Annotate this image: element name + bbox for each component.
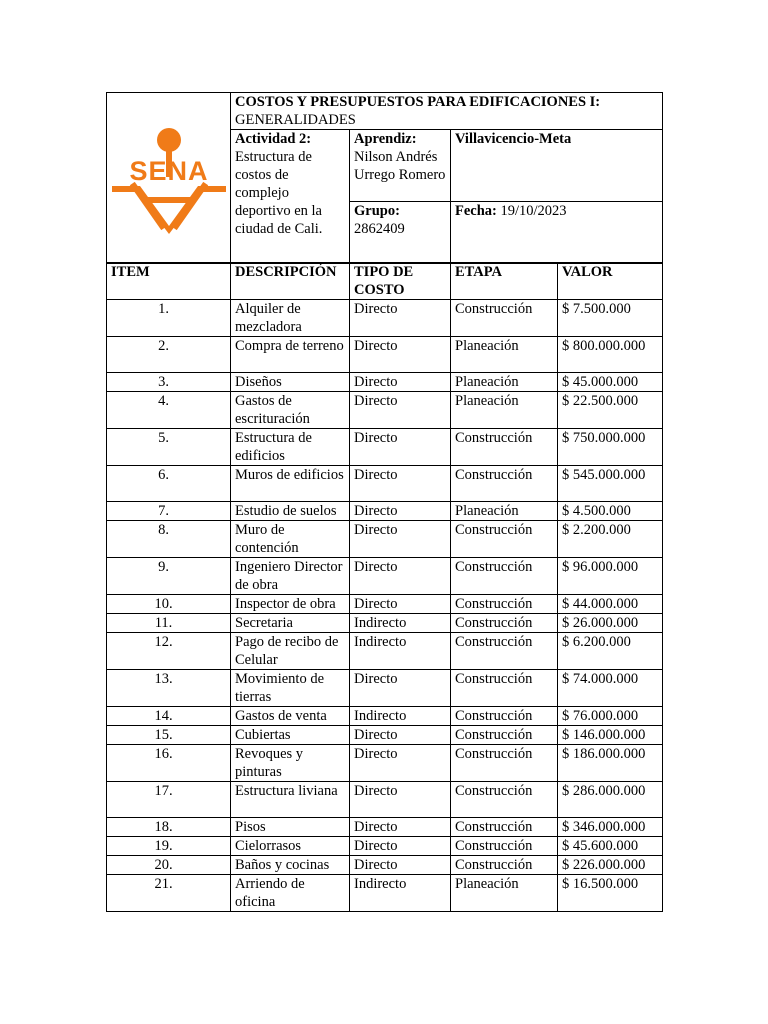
table-row	[107, 707, 663, 726]
table-row	[107, 373, 663, 392]
cell-etapa: Construcción	[451, 614, 558, 633]
cell-item: 20.	[107, 856, 231, 875]
table-row	[107, 558, 663, 595]
cell-valor: $ 26.000.000	[558, 614, 663, 633]
cell-valor: $ 76.000.000	[558, 707, 663, 726]
cell-item: 1.	[107, 300, 231, 337]
table-row	[107, 429, 663, 466]
cell-item: 8.	[107, 521, 231, 558]
cell-tipo: Directo	[350, 429, 451, 466]
cell-valor: $ 6.200.000	[558, 633, 663, 670]
location-cell	[451, 130, 663, 202]
table-row	[107, 745, 663, 782]
cell-etapa: Construcción	[451, 466, 558, 502]
cell-descripcion: Muros de edificios	[231, 466, 350, 502]
cell-descripcion: Muro de contención	[231, 521, 350, 558]
table-header-row	[107, 263, 663, 300]
cost-table	[106, 262, 663, 912]
table-row	[107, 502, 663, 521]
cell-tipo: Directo	[350, 521, 451, 558]
cell-etapa: Planeación	[451, 337, 558, 373]
cell-item: 6.	[107, 466, 231, 502]
cell-etapa: Construcción	[451, 745, 558, 782]
cell-descripcion: Revoques y pinturas	[231, 745, 350, 782]
cell-tipo: Indirecto	[350, 614, 451, 633]
cell-valor: $ 74.000.000	[558, 670, 663, 707]
cell-item: 2.	[107, 337, 231, 373]
apprentice-name: Nilson Andrés Urrego Romero	[354, 149, 446, 183]
col-header-item: ITEM	[107, 263, 231, 300]
cell-descripcion: Cielorrasos	[231, 837, 350, 856]
cell-item: 5.	[107, 429, 231, 466]
cell-descripcion: Secretaria	[231, 614, 350, 633]
cell-tipo: Directo	[350, 337, 451, 373]
table-row	[107, 633, 663, 670]
cell-item: 18.	[107, 818, 231, 837]
cell-descripcion: Estructura liviana	[231, 782, 350, 818]
table-row	[107, 837, 663, 856]
cell-tipo: Indirecto	[350, 633, 451, 670]
activity-label: Actividad 2:	[235, 131, 312, 147]
cell-descripcion: Cubiertas	[231, 726, 350, 745]
cell-valor: $ 45.000.000	[558, 373, 663, 392]
cell-etapa: Planeación	[451, 875, 558, 912]
cell-tipo: Directo	[350, 837, 451, 856]
cell-descripcion: Pisos	[231, 818, 350, 837]
course-subtitle: GENERALIDADES	[235, 112, 356, 128]
cell-tipo: Directo	[350, 745, 451, 782]
cell-descripcion: Diseños	[231, 373, 350, 392]
table-row	[107, 337, 663, 373]
col-header-descripcion: DESCRIPCIÓN	[231, 263, 350, 300]
col-header-valor: VALOR	[558, 263, 663, 300]
cell-etapa: Planeación	[451, 392, 558, 429]
table-row	[107, 595, 663, 614]
cell-item: 4.	[107, 392, 231, 429]
cell-item: 11.	[107, 614, 231, 633]
cell-descripcion: Movimiento de tierras	[231, 670, 350, 707]
cell-etapa: Construcción	[451, 856, 558, 875]
table-row	[107, 466, 663, 502]
cell-tipo: Directo	[350, 558, 451, 595]
cell-descripcion: Gastos de escrituración	[231, 392, 350, 429]
cell-descripcion: Gastos de venta	[231, 707, 350, 726]
table-row	[107, 856, 663, 875]
cell-item: 7.	[107, 502, 231, 521]
table-row	[107, 300, 663, 337]
cell-valor: $ 7.500.000	[558, 300, 663, 337]
cell-etapa: Construcción	[451, 707, 558, 726]
cell-tipo: Indirecto	[350, 707, 451, 726]
sena-logo-cell	[107, 93, 231, 264]
cell-valor: $ 186.000.000	[558, 745, 663, 782]
cell-tipo: Directo	[350, 818, 451, 837]
cell-tipo: Directo	[350, 373, 451, 392]
col-header-tipo: TIPO DE COSTO	[350, 263, 451, 300]
cell-valor: $ 146.000.000	[558, 726, 663, 745]
cell-valor: $ 545.000.000	[558, 466, 663, 502]
cell-item: 14.	[107, 707, 231, 726]
table-row	[107, 614, 663, 633]
cell-item: 12.	[107, 633, 231, 670]
cell-item: 10.	[107, 595, 231, 614]
cell-tipo: Directo	[350, 726, 451, 745]
cell-valor: $ 800.000.000	[558, 337, 663, 373]
cell-etapa: Construcción	[451, 300, 558, 337]
table-row	[107, 392, 663, 429]
cell-descripcion: Estructura de edificios	[231, 429, 350, 466]
cell-valor: $ 22.500.000	[558, 392, 663, 429]
cell-item: 16.	[107, 745, 231, 782]
table-row	[107, 782, 663, 818]
apprentice-label: Aprendiz:	[354, 131, 417, 147]
cell-valor: $ 4.500.000	[558, 502, 663, 521]
cell-tipo: Directo	[350, 502, 451, 521]
course-title: COSTOS Y PRESUPUESTOS PARA EDIFICACIONES I:	[235, 94, 601, 110]
cell-tipo: Directo	[350, 856, 451, 875]
cell-descripcion: Estudio de suelos	[231, 502, 350, 521]
cell-item: 21.	[107, 875, 231, 912]
cell-item: 13.	[107, 670, 231, 707]
cell-etapa: Construcción	[451, 782, 558, 818]
cell-valor: $ 286.000.000	[558, 782, 663, 818]
date-label: Fecha:	[455, 203, 497, 219]
logo-head-icon	[157, 128, 181, 152]
header-table	[106, 92, 663, 264]
cell-tipo: Directo	[350, 392, 451, 429]
date-cell	[451, 202, 663, 264]
cell-tipo: Directo	[350, 466, 451, 502]
cell-etapa: Construcción	[451, 558, 558, 595]
cell-valor: $ 226.000.000	[558, 856, 663, 875]
table-row	[107, 726, 663, 745]
cell-valor: $ 750.000.000	[558, 429, 663, 466]
table-row	[107, 521, 663, 558]
cell-item: 15.	[107, 726, 231, 745]
cell-tipo: Directo	[350, 782, 451, 818]
cell-descripcion: Baños y cocinas	[231, 856, 350, 875]
cell-tipo: Indirecto	[350, 875, 451, 912]
cell-item: 19.	[107, 837, 231, 856]
cell-etapa: Planeación	[451, 373, 558, 392]
cell-etapa: Construcción	[451, 595, 558, 614]
cell-etapa: Construcción	[451, 670, 558, 707]
table-row	[107, 818, 663, 837]
cell-valor: $ 44.000.000	[558, 595, 663, 614]
cell-item: 3.	[107, 373, 231, 392]
group-label: Grupo:	[354, 203, 400, 219]
cell-etapa: Construcción	[451, 818, 558, 837]
date-value: 19/10/2023	[500, 203, 567, 219]
cell-etapa: Construcción	[451, 633, 558, 670]
cell-descripcion: Inspector de obra	[231, 595, 350, 614]
cell-descripcion: Ingeniero Director de obra	[231, 558, 350, 595]
col-header-etapa: ETAPA	[451, 263, 558, 300]
cell-valor: $ 96.000.000	[558, 558, 663, 595]
activity-text: Estructura de costos de complejo deportivo en la ciudad de Cali.	[235, 149, 323, 237]
cell-tipo: Directo	[350, 300, 451, 337]
cell-etapa: Planeación	[451, 502, 558, 521]
cell-descripcion: Pago de recibo de Celular	[231, 633, 350, 670]
course-title-cell	[231, 93, 663, 130]
group-cell	[350, 202, 451, 264]
cell-tipo: Directo	[350, 595, 451, 614]
cell-descripcion: Compra de terreno	[231, 337, 350, 373]
cell-valor: $ 2.200.000	[558, 521, 663, 558]
cell-etapa: Construcción	[451, 837, 558, 856]
group-value: 2862409	[354, 221, 405, 237]
cell-item: 9.	[107, 558, 231, 595]
table-row	[107, 875, 663, 912]
cell-valor: $ 45.600.000	[558, 837, 663, 856]
location: Villavicencio-Meta	[455, 131, 572, 147]
cell-tipo: Directo	[350, 670, 451, 707]
cell-item: 17.	[107, 782, 231, 818]
sena-logo	[110, 118, 228, 234]
cell-etapa: Construcción	[451, 726, 558, 745]
cell-etapa: Construcción	[451, 429, 558, 466]
cell-descripcion: Arriendo de oficina	[231, 875, 350, 912]
cell-valor: $ 16.500.000	[558, 875, 663, 912]
cell-descripcion: Alquiler de mezcladora	[231, 300, 350, 337]
cell-etapa: Construcción	[451, 521, 558, 558]
cell-valor: $ 346.000.000	[558, 818, 663, 837]
logo-text: SENA	[128, 155, 209, 186]
apprentice-cell	[350, 130, 451, 202]
table-row	[107, 670, 663, 707]
activity-cell	[231, 130, 350, 264]
